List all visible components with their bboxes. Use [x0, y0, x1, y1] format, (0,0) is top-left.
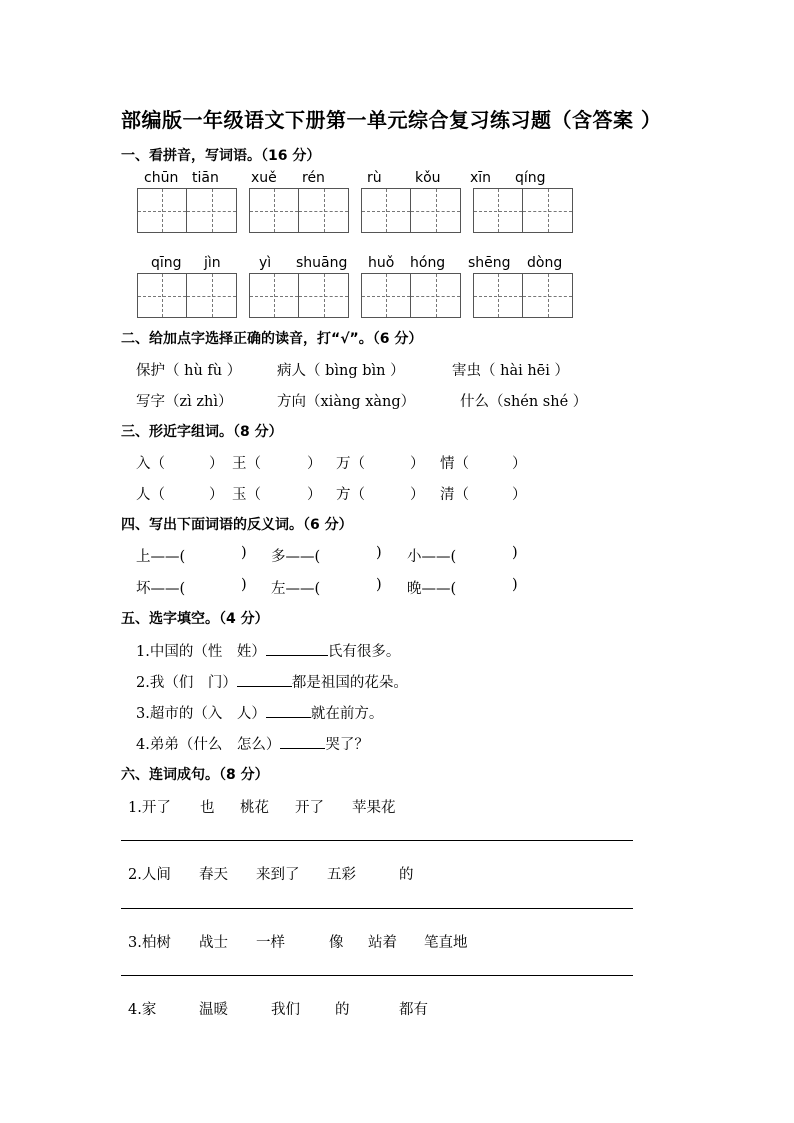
- section-6-heading: 六、连词成句。（8 分）: [121, 767, 269, 783]
- answer-blank[interactable]: [280, 734, 325, 749]
- word-group: 3.柏树: [128, 935, 171, 951]
- writing-cell[interactable]: [137, 188, 187, 233]
- writing-grid[interactable]: [137, 188, 237, 233]
- pinyin: kǒu: [415, 170, 441, 186]
- writing-grid[interactable]: [361, 188, 461, 233]
- writing-cell[interactable]: [187, 188, 237, 233]
- pinyin: shuāng: [296, 255, 348, 271]
- word-group: 的: [335, 1002, 350, 1018]
- pinyin: rén: [302, 170, 325, 186]
- word-item: 清（: [440, 487, 469, 503]
- word-group: 温暖: [199, 1002, 228, 1018]
- writing-cell[interactable]: [299, 188, 349, 233]
- close-paren: ）: [307, 487, 322, 503]
- answer-blank[interactable]: [237, 672, 292, 687]
- word-group: 1.开了: [128, 800, 171, 816]
- word-item: 方（: [336, 487, 365, 503]
- answer-blank[interactable]: [266, 703, 311, 718]
- fill-item-prompt: 1.中国的（性 姓）: [136, 644, 266, 660]
- fill-item-prompt: 2.我（们 门）: [136, 675, 237, 691]
- word-group: 战士: [199, 935, 228, 951]
- word-group: 春天: [199, 867, 228, 883]
- word-group: 开了: [295, 800, 324, 816]
- section-4-heading: 四、写出下面词语的反义词。（6 分）: [121, 517, 353, 533]
- pinyin: xīn: [470, 170, 492, 186]
- word-item: 人（: [136, 487, 165, 503]
- pinyin: rù: [367, 170, 382, 186]
- answer-blank[interactable]: [266, 641, 328, 656]
- writing-cell[interactable]: [411, 188, 461, 233]
- reading-choice[interactable]: 害虫（ hài hēi ）: [452, 363, 570, 379]
- word-item: 入（: [136, 456, 165, 472]
- writing-cell[interactable]: [411, 273, 461, 318]
- reading-choice[interactable]: 病人（ bìng bìn ）: [277, 363, 405, 379]
- close-paren: ）: [410, 456, 425, 472]
- word-item: 万（: [336, 456, 365, 472]
- word-group: 苹果花: [352, 800, 396, 816]
- close-paren: ): [376, 577, 382, 593]
- close-paren: ): [512, 545, 518, 561]
- answer-line[interactable]: [121, 975, 633, 976]
- close-paren: ）: [209, 487, 224, 503]
- pinyin: dòng: [527, 255, 563, 271]
- word-item: 玉（: [232, 487, 261, 503]
- close-paren: ）: [307, 456, 322, 472]
- close-paren: ): [241, 577, 247, 593]
- writing-grid[interactable]: [473, 188, 573, 233]
- writing-grid[interactable]: [473, 273, 573, 318]
- close-paren: ): [241, 545, 247, 561]
- word-group: 都有: [399, 1002, 428, 1018]
- writing-cell[interactable]: [473, 273, 523, 318]
- fill-item: [136, 702, 383, 723]
- word-group: 也: [200, 800, 215, 816]
- close-paren: ): [512, 577, 518, 593]
- antonym-item: 小——(: [407, 549, 457, 565]
- fill-item-prompt: 4.弟弟（什么 怎么）: [136, 737, 281, 753]
- writing-grid[interactable]: [137, 273, 237, 318]
- writing-cell[interactable]: [187, 273, 237, 318]
- word-group: 站着: [368, 935, 397, 951]
- pinyin: qíng: [515, 170, 546, 186]
- word-group: 一样: [256, 935, 285, 951]
- fill-item-rest: 氏有很多。: [327, 644, 401, 660]
- word-item: 王（: [232, 456, 261, 472]
- writing-cell[interactable]: [361, 188, 411, 233]
- fill-item-rest: 都是祖国的花朵。: [291, 675, 408, 691]
- close-paren: ）: [512, 487, 527, 503]
- section-2-heading: 二、给加点字选择正确的读音，打“√”。（6 分）: [121, 331, 423, 347]
- reading-choice[interactable]: 什么（shén shé ）: [460, 394, 588, 410]
- writing-cell[interactable]: [523, 188, 573, 233]
- word-group: 来到了: [256, 867, 300, 883]
- antonym-item: 晚——(: [407, 581, 457, 597]
- word-group: 笔直地: [424, 935, 468, 951]
- antonym-item: 坏——(: [136, 581, 186, 597]
- answer-line[interactable]: [121, 908, 633, 909]
- pinyin: tiān: [192, 170, 219, 186]
- pinyin: qīng: [151, 255, 182, 271]
- pinyin: yì: [259, 255, 272, 271]
- pinyin: hóng: [410, 255, 446, 271]
- writing-grid[interactable]: [361, 273, 461, 318]
- writing-grid[interactable]: [249, 273, 349, 318]
- antonym-item: 多——(: [271, 549, 321, 565]
- fill-item: [136, 640, 400, 661]
- word-item: 情（: [440, 456, 469, 472]
- fill-item-prompt: 3.超市的（入 人）: [136, 706, 266, 722]
- fill-item-rest: 哭了？: [325, 737, 369, 753]
- writing-cell[interactable]: [249, 273, 299, 318]
- word-group: 桃花: [240, 800, 269, 816]
- word-group: 2.人间: [128, 867, 171, 883]
- reading-choice[interactable]: 写字（zì zhì）: [136, 394, 233, 410]
- writing-cell[interactable]: [473, 188, 523, 233]
- close-paren: ）: [410, 487, 425, 503]
- reading-choice[interactable]: 保护（ hù fù ）: [136, 363, 242, 379]
- close-paren: ）: [209, 456, 224, 472]
- word-group: 五彩: [327, 867, 356, 883]
- writing-cell[interactable]: [137, 273, 187, 318]
- pinyin: jìn: [204, 255, 221, 271]
- close-paren: ): [376, 545, 382, 561]
- word-group: 的: [399, 867, 414, 883]
- antonym-item: 上——(: [136, 549, 186, 565]
- section-5-heading: 五、选字填空。（4 分）: [121, 611, 269, 627]
- antonym-item: 左——(: [271, 581, 321, 597]
- answer-line[interactable]: [121, 840, 633, 841]
- writing-cell[interactable]: [523, 273, 573, 318]
- pinyin: huǒ: [368, 255, 395, 271]
- pinyin: shēng: [468, 255, 511, 271]
- section-1-heading: 一、看拼音，写词语。（16 分）: [121, 148, 321, 164]
- writing-cell[interactable]: [249, 188, 299, 233]
- section-3-heading: 三、形近字组词。（8 分）: [121, 424, 283, 440]
- close-paren: ）: [512, 456, 527, 472]
- fill-item: [136, 733, 369, 754]
- word-group: 像: [329, 935, 344, 951]
- writing-cell[interactable]: [299, 273, 349, 318]
- pinyin: xuě: [251, 170, 277, 186]
- pinyin: chūn: [144, 170, 179, 186]
- word-group: 4.家: [128, 1002, 157, 1018]
- fill-item: [136, 671, 408, 692]
- reading-choice[interactable]: 方向（xiàng xàng）: [277, 394, 416, 410]
- word-group: 我们: [271, 1002, 300, 1018]
- fill-item-rest: 就在前方。: [310, 706, 384, 722]
- writing-cell[interactable]: [361, 273, 411, 318]
- writing-grid[interactable]: [249, 188, 349, 233]
- page-title: 部编版一年级语文下册第一单元综合复习练习题（含答案 ）: [121, 108, 662, 132]
